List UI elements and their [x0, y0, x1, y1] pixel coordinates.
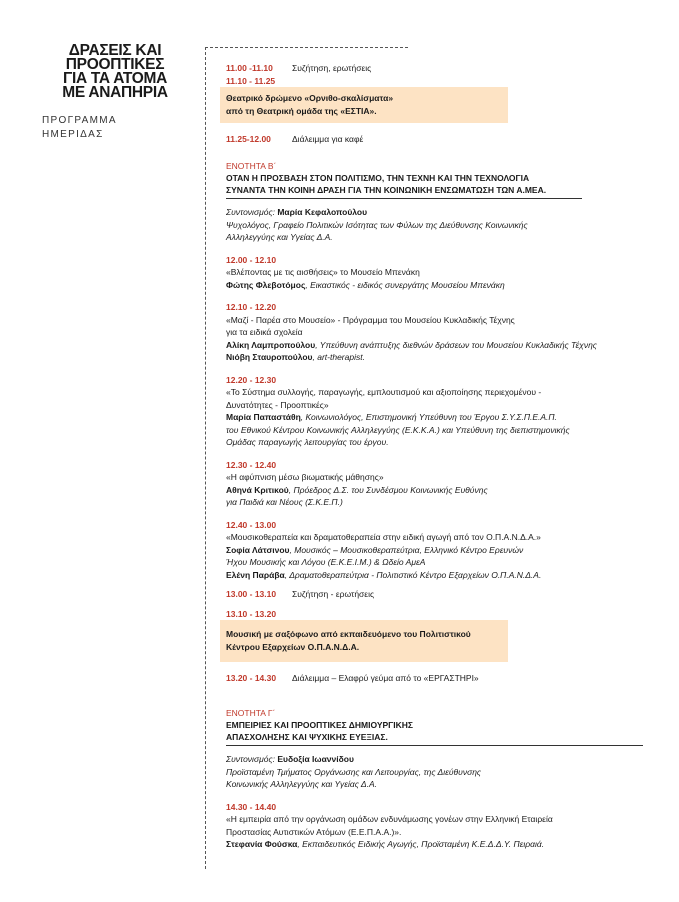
schedule-time: 13.10 - 13.20 [226, 608, 277, 619]
program-content: 11.00 -11.10 Συζήτηση, ερωτήσεις 11.10 - 11.25 Θεατρικό δρώμενο «Ορνιθο-σκαλίσματα» από τη Θεατρική ομάδα της «ΕΣΤΙΑ». 11.25-12.00 Διάλειμμα για καφέ ΕΝΟΤΗΤΑ Β΄ ΟΤΑΝ Η ΠΡΟΣΒΑΣΗ ΣΤΟΝ ΠΟΛΙΤΙΣΜΟ, ΤΗΝ ΤΕΧΝΗ ΚΑΙ ΤΗΝ ΤΕΧΝΟΛΟΓΙΑ ΣΥΝΑΝΤΑ ΤΗΝ ΚΟΙΝΗ ΔΡΑΣΗ ΓΙΑ ΤΗΝ ΚΟΙΝΩΝΙΚΗ ΕΝΣΩΜΑΤΩΣΗ ΤΩΝ Α.ΜΕΑ. Συντονισμός: Μαρία Κεφαλοπούλου Ψυχολόγος, Γραφείο Πολιτικών Ισότητας των Φύλων της Διεύθυνσης Κοινωνικής Αλληλεγγύης και Υγείας Δ.Α. 12.00 - 12.10 «Βλέποντας με τις αισθήσεις» το Μουσείο Μπενάκη Φώτης Φλεβοτόμος, Εικαστικός - ειδικός συνεργάτης Μουσείου Μπενάκη 12.10 - 12.20 «Μαζί - Παρέα στο Μουσείο» - Πρόγραμμα του Μουσείου Κυκλαδικής Τέχνης για τα ειδικά σχολεία Αλίκη Λαμπροπούλου, Υπεύθυνη ανάπτυξης διεθνών δράσεων του Μουσείου Κυκλαδικής Τέχνης Νιόβη Σταυροπούλου, art-therapist. 12.20 - 12.30 «Το Σύστημα συλλογής, παραγωγής, εμπλουτισμού και αξιοποίησης περιεχομένου - Δυνατότητες - Προοπτικές» Μαρία Παπαστάθη, Κοινωνιολόγος, Επιστημονική Υπεύθυνη του Έργου Σ.Υ.Σ.Π.Ε.Α.Π. του Εθνικού Κέντρου Κοινωνικής Αλληλεγγύης (Ε.Κ.Κ.Α.) και Υπεύθυνη της διεπιστημονικής Ομάδας παραγωγής λειτουργίας του έργου. 12.30 - 12.40 «Η αφύπνιση μέσω βιωματικής μάθησης» Αθηνά Κριτικού, Πρόεδρος Δ.Σ. του Συνδέσμου Κοινωνικής Ευθύνης για Παιδιά και Νέους (Σ.Κ.Ε.Π.) 12.40 - 13.00 «Μουσικοθεραπεία και δραματοθεραπεία στην ειδική αγωγή από τον Ο.Π.Α.Ν.Δ.Α.» Σοφία Λάτσινου, Μουσικός – Μουσικοθεραπεύτρια, Ελληνικό Κέντρο Ερευνών Ήχου Μουσικής και Λόγου (Ε.Κ.Ε.Ι.Μ.) & Ωδείο ΑμεΑ Ελένη Παράβα, Δραματοθεραπεύτρια - Πολιτιστικό Κέντρο Εξαρχείων Ο.Π.Α.Ν.Δ.Α. 13.00 - 13.10 Συζήτηση - ερωτήσεις 13.10 - 13.20 Μουσική με σαξόφωνο από εκπαιδευόμενο του Πολιτιστικού Κέντρου Εξαρχείων Ο.Π.Α.Ν.Δ.Α. 13.20 - 14.30 Διάλειμμα – Ελαφρύ γεύμα από το «ΕΡΓΑΣΤΗΡΙ» ΕΝΟΤΗΤΑ Γ΄ ΕΜΠΕΙΡΙΕΣ ΚΑΙ ΠΡΟΟΠΤΙΚΕΣ ΔΗΜΙΟΥΡΓΙΚΗΣ ΑΠΑΣΧΟΛΗΣΗΣ ΚΑΙ ΨΥΧΙΚΗΣ ΕΥΕΞΙΑΣ. Συντονισμός: Ευδοξία Ιωαννίδου Προϊσταμένη Τμήματος Οργάνωσης και Λειτουργίας, της Διεύθυνσης Κοινωνικής Αλληλεγγύης και Υγείας Δ.Α. 14.30 - 14.40 «Η εμπειρία από την οργάνωση ομάδων ενδυνάμωσης γονέων στην Ελληνική Εταιρεία Προστασίας Αυτιστικών Ατόμων (Ε.Ε.Π.Α.Α.)». Στεφανία Φούσκα, Εκπαιδευτικός Ειδικής Αγωγής, Προϊσταμένη Κ.Ε.Δ.Δ.Υ. Πειραιά. [226, 62, 656, 851]
schedule-item: 11.00 -11.10 Συζήτηση, ερωτήσεις [226, 63, 372, 73]
schedule-item: 13.00 - 13.10 Συζήτηση - ερωτήσεις [226, 589, 375, 599]
schedule-time: 11.10 - 11.25 [226, 75, 276, 86]
event-title: ΔΡΑΣΕΙΣ ΚΑΙ ΠΡΟΟΠΤΙΚΕΣ ΓΙΑ ΤΑ ΑΤΟΜΑ ΜΕ ΑΝΑΠΗΡΙΑ [62, 42, 168, 101]
schedule-time: 12.10 - 12.20 [226, 302, 277, 312]
event-title-block [40, 44, 190, 142]
schedule-time: 12.40 - 13.00 [226, 519, 277, 530]
highlight-box: Μουσική με σαξόφωνο από εκπαιδευόμενο του Πολιτιστικού Κέντρου Εξαρχείων Ο.Π.Α.Ν.Δ.Α. [220, 620, 508, 662]
highlight-box: Θεατρικό δρώμενο «Ορνιθο-σκαλίσματα» από τη Θεατρική ομάδα της «ΕΣΤΙΑ». [220, 87, 508, 123]
coordinator: Συντονισμός: Μαρία Κεφαλοπούλου [226, 207, 368, 217]
schedule-time: 14.30 - 14.40 [226, 801, 277, 812]
dashed-divider-vertical [205, 47, 206, 869]
schedule-item: 13.20 - 14.30 Διάλειμμα – Ελαφρύ γεύμα από το «ΕΡΓΑΣΤΗΡΙ» [226, 673, 479, 683]
section-title: ΕΜΠΕΙΡΙΕΣ ΚΑΙ ΠΡΟΟΠΤΙΚΕΣ ΔΗΜΙΟΥΡΓΙΚΗΣ ΑΠΑΣΧΟΛΗΣΗΣ ΚΑΙ ΨΥΧΙΚΗΣ ΕΥΕΞΙΑΣ. [226, 719, 643, 746]
schedule-time: 12.30 - 12.40 [226, 459, 277, 470]
coordinator: Συντονισμός: Ευδοξία Ιωαννίδου [226, 754, 354, 764]
event-subtitle: ΠΡΟΓΡΑΜΜΑ ΗΜΕΡΙΔΑΣ [42, 115, 117, 140]
section-label: ΕΝΟΤΗΤΑ Γ΄ [226, 707, 276, 718]
dashed-divider-horizontal [205, 47, 408, 48]
schedule-item: 11.25-12.00 Διάλειμμα για καφέ [226, 134, 364, 144]
section-title: ΟΤΑΝ Η ΠΡΟΣΒΑΣΗ ΣΤΟΝ ΠΟΛΙΤΙΣΜΟ, ΤΗΝ ΤΕΧΝΗ ΚΑΙ ΤΗΝ ΤΕΧΝΟΛΟΓΙΑ ΣΥΝΑΝΤΑ ΤΗΝ ΚΟΙΝΗ ΔΡΑΣΗ ΓΙΑ ΤΗΝ ΚΟΙΝΩΝΙΚΗ ΕΝΣΩΜΑΤΩΣΗ ΤΩΝ Α.ΜΕΑ. [226, 172, 582, 199]
section-label: ΕΝΟΤΗΤΑ Β΄ [226, 160, 277, 171]
schedule-time: 12.20 - 12.30 [226, 374, 277, 385]
schedule-time: 12.00 - 12.10 [226, 254, 277, 265]
